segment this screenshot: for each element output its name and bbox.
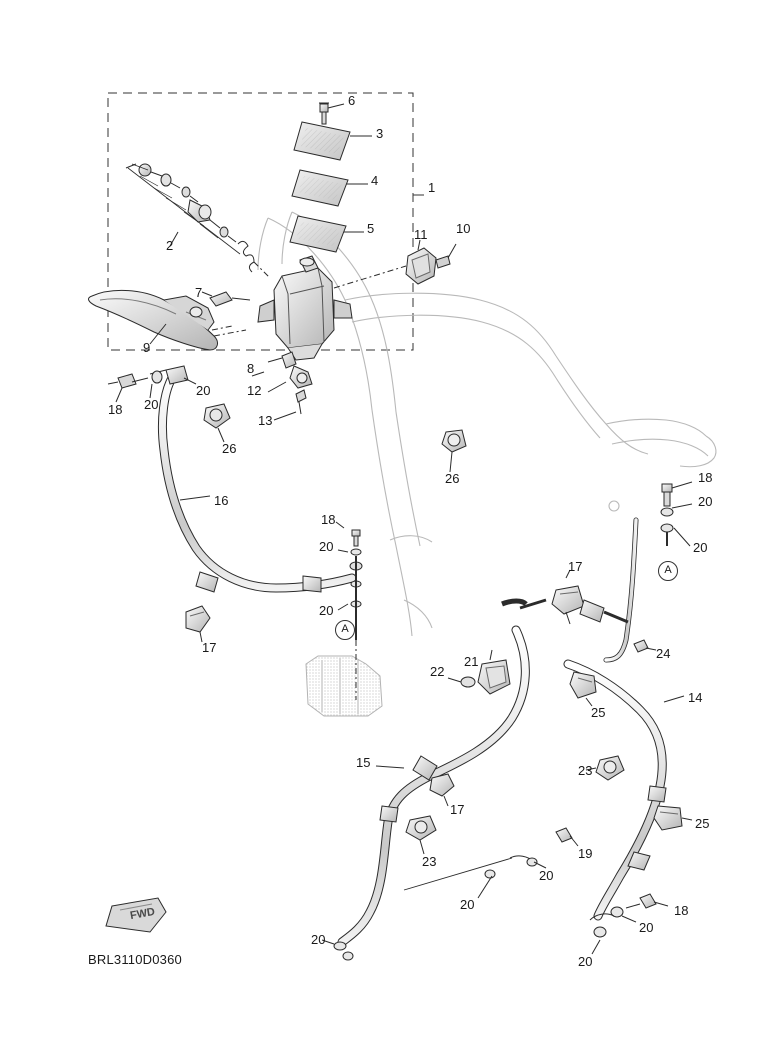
callout-23-b: 23 xyxy=(578,763,593,778)
callout-2: 2 xyxy=(166,238,174,253)
callout-11: 11 xyxy=(414,227,428,242)
callout-20-b: 20 xyxy=(196,383,211,398)
callout-15: 15 xyxy=(356,755,371,770)
callout-20-i: 20 xyxy=(311,932,326,947)
callout-25-a: 25 xyxy=(591,705,606,720)
section-marker-a-left: A xyxy=(335,620,355,640)
callout-10: 10 xyxy=(456,221,471,236)
callout-17-a: 17 xyxy=(202,640,217,655)
callout-20-d: 20 xyxy=(319,603,334,618)
callout-3: 3 xyxy=(376,126,384,141)
callout-22: 22 xyxy=(430,664,445,679)
callout-16: 16 xyxy=(214,493,229,508)
callout-13: 13 xyxy=(258,413,273,428)
callout-20-f: 20 xyxy=(693,540,708,555)
callout-20-g: 20 xyxy=(539,868,554,883)
callout-18-c: 18 xyxy=(698,470,713,485)
fwd-direction-label: FWD xyxy=(129,905,156,923)
callout-26-a: 26 xyxy=(222,441,237,456)
callout-6: 6 xyxy=(348,93,356,108)
callout-20-e: 20 xyxy=(698,494,713,509)
callout-17-c: 17 xyxy=(450,802,465,817)
callout-18-b: 18 xyxy=(321,512,336,527)
callout-19: 19 xyxy=(578,846,593,861)
callout-9: 9 xyxy=(143,340,151,355)
part-code-label: BRL3110D0360 xyxy=(88,952,182,967)
callout-20-k: 20 xyxy=(639,920,654,935)
callout-20-h: 20 xyxy=(460,897,475,912)
callout-7: 7 xyxy=(195,285,203,300)
callout-20-j: 20 xyxy=(578,954,593,969)
callout-4: 4 xyxy=(371,173,379,188)
callout-14: 14 xyxy=(688,690,703,705)
callout-5: 5 xyxy=(367,221,375,236)
callout-26-b: 26 xyxy=(445,471,460,486)
callout-20-c: 20 xyxy=(319,539,334,554)
callout-25-b: 25 xyxy=(695,816,710,831)
section-marker-a-right: A xyxy=(658,561,678,581)
callout-24: 24 xyxy=(656,646,671,661)
callout-18-a: 18 xyxy=(108,402,123,417)
callout-21: 21 xyxy=(464,654,479,669)
callout-12: 12 xyxy=(247,383,262,398)
callout-1: 1 xyxy=(428,180,436,195)
callout-23-a: 23 xyxy=(422,854,437,869)
callout-20-a: 20 xyxy=(144,397,159,412)
callout-17-b: 17 xyxy=(568,559,583,574)
callout-8: 8 xyxy=(247,361,255,376)
callout-18-d: 18 xyxy=(674,903,689,918)
